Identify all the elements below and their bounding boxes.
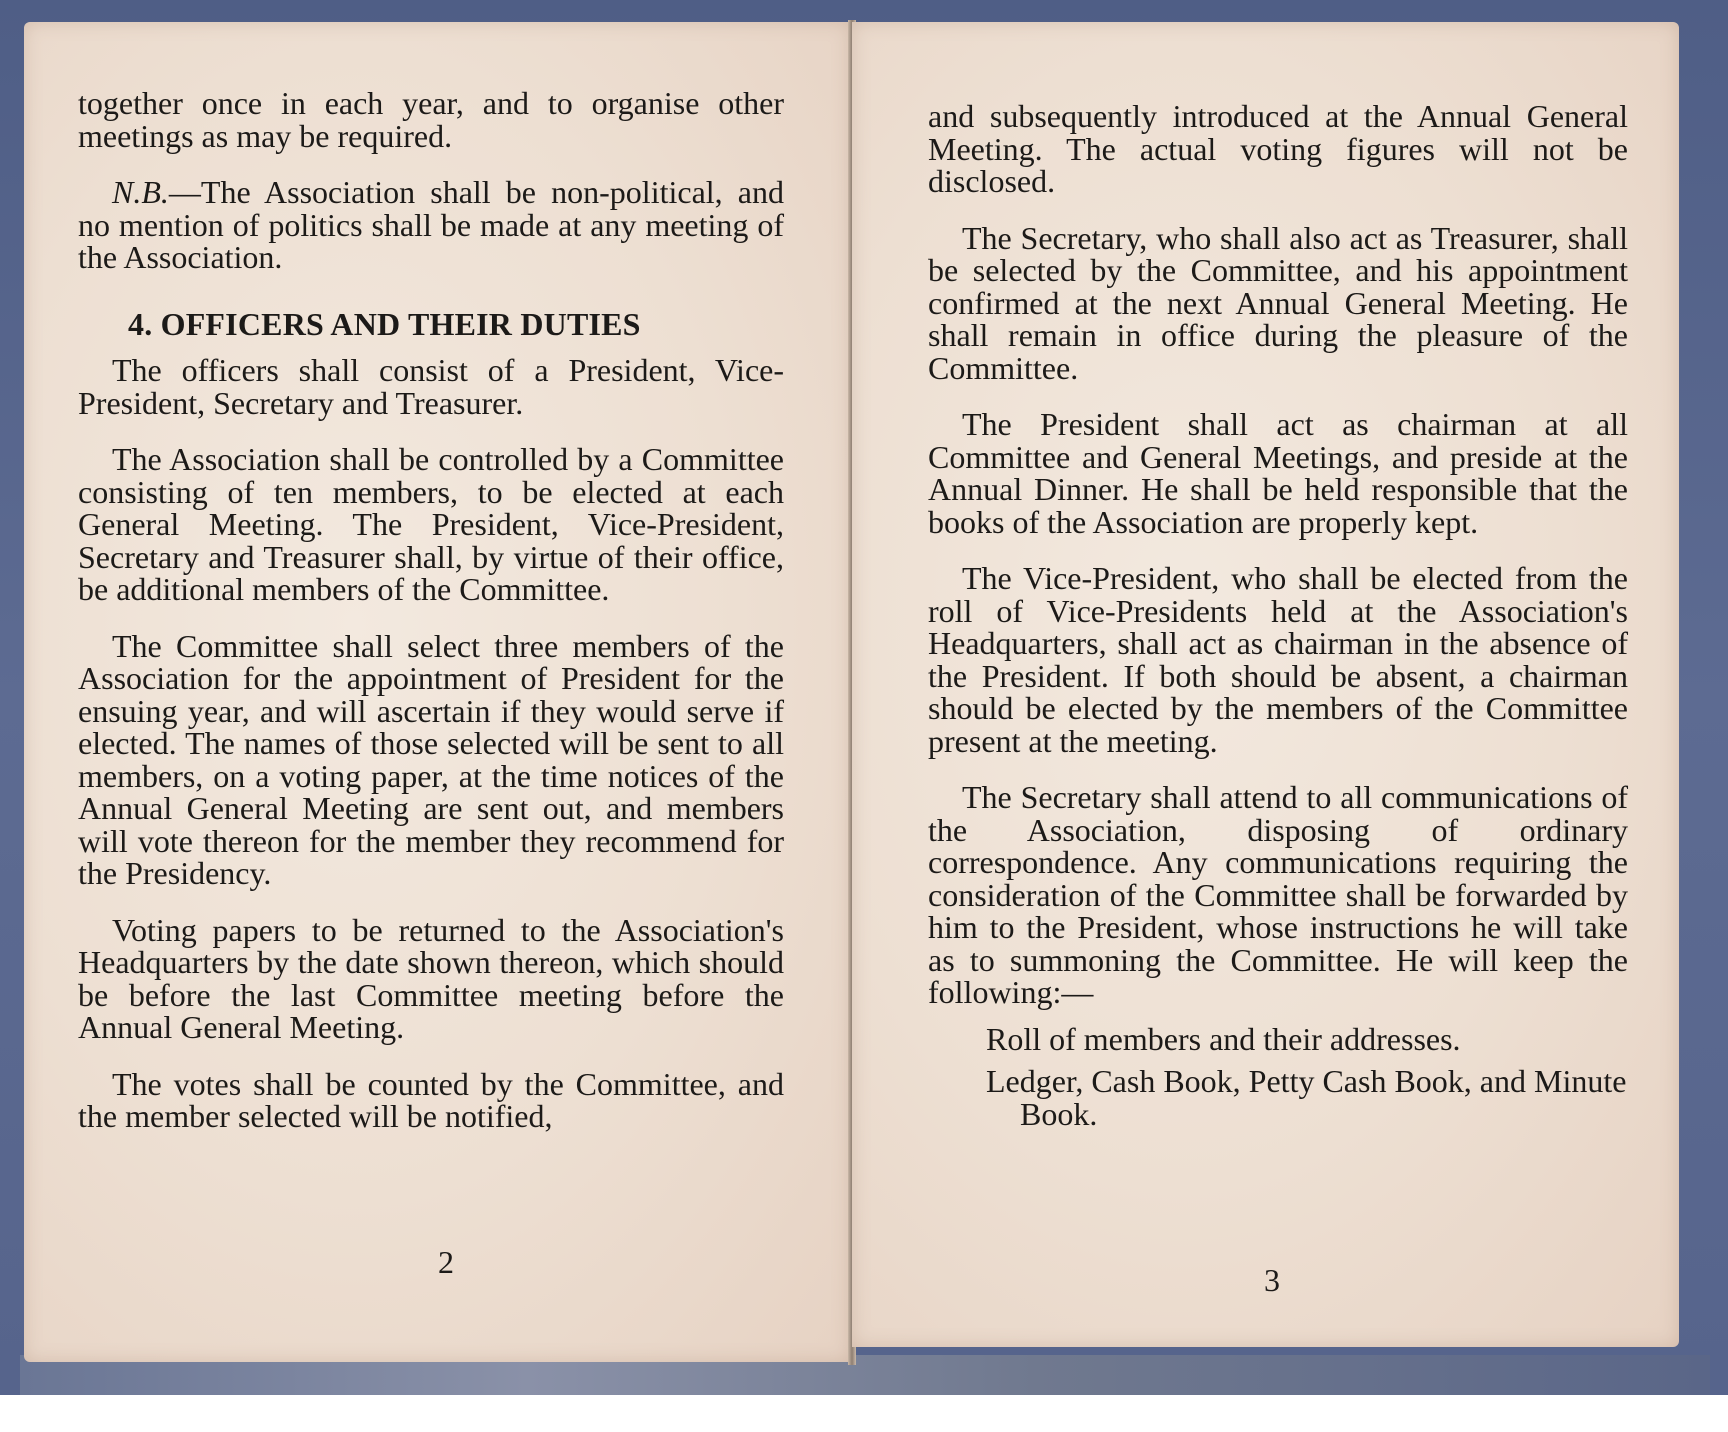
paragraph: The Vice-President, who shall be elected from the roll of Vice-Presidents held at the Association's Headquarters, shall act as chairman in the absence of the President. If both should be absent, a chairman should be elected by the members of the Committee present at the meeting. (928, 560, 1628, 759)
paragraph: The President shall act as chairman at all Committee and General Meetings, and preside at the Annual Dinner. He shall be held responsible that the books of the Association are properly kept. (928, 406, 1628, 540)
paragraph: The Association shall be controlled by a Committee consisting of ten members, to be elected at each General Meeting. The President, Vice-President, Secretary and Treasurer shall, by virtue of their office, be additional members of the Committee. (78, 441, 784, 607)
nb-paragraph (78, 176, 784, 274)
paragraph: The Secretary, who shall also act as Treasurer, shall be selected by the Committee, and his appointment confirmed at the next Annual General Meeting. He shall remain in office during the pleasure of the Committee. (928, 219, 1628, 386)
paragraph: The votes shall be counted by the Committee, and the member selected will be notified, (78, 1065, 784, 1134)
paragraph: Voting papers to be returned to the Association's Headquarters by the date shown thereon, which should be before the last Committee meeting before the Annual General Meeting. (78, 911, 784, 1045)
nb-text: —The Association shall be non-political, and no mention of politics shall be made at any meeting of the Association. (78, 174, 784, 275)
paragraph: The officers shall consist of a President, Vice-President, Secretary and Treasurer. (78, 352, 784, 421)
nb-label: N.B. (112, 174, 169, 210)
left-page-text (78, 87, 784, 1157)
paragraph: The Secretary shall attend to all communications of the Association, disposing of ordinary correspondence. Any communications requiring the consideration of the Committee shall be forwarded by him to the President, whose instructions he will take as to summoning the Committee. He will keep the following:— (928, 779, 1628, 1010)
paragraph: The Committee shall select three members of the Association for the appointment of President for the ensuing year, and will ascertain if they would serve if elected. The names of those selected will be sent to all members, on a voting paper, at the time notices of the Annual General Meeting are sent out, and members will vote thereon for the member they recommend for the Presidency. (78, 627, 784, 891)
paragraph: and subsequently introduced at the Annual General Meeting. The actual voting figures will not be disclosed. (928, 98, 1628, 199)
right-page (852, 22, 1679, 1347)
paragraph: together once in each year, and to organise other meetings as may be required. (78, 85, 784, 154)
page-number: 3 (1264, 1262, 1280, 1298)
section-heading: 4. OFFICERS AND THEIR DUTIES (128, 305, 641, 342)
list-item: Ledger, Cash Book, Petty Cash Book, and Minute Book. (986, 1063, 1627, 1132)
right-page-text (928, 100, 1628, 1140)
list-item: Roll of members and their addresses. (986, 1020, 1461, 1057)
left-page (24, 22, 850, 1362)
page-number: 2 (438, 1244, 454, 1280)
